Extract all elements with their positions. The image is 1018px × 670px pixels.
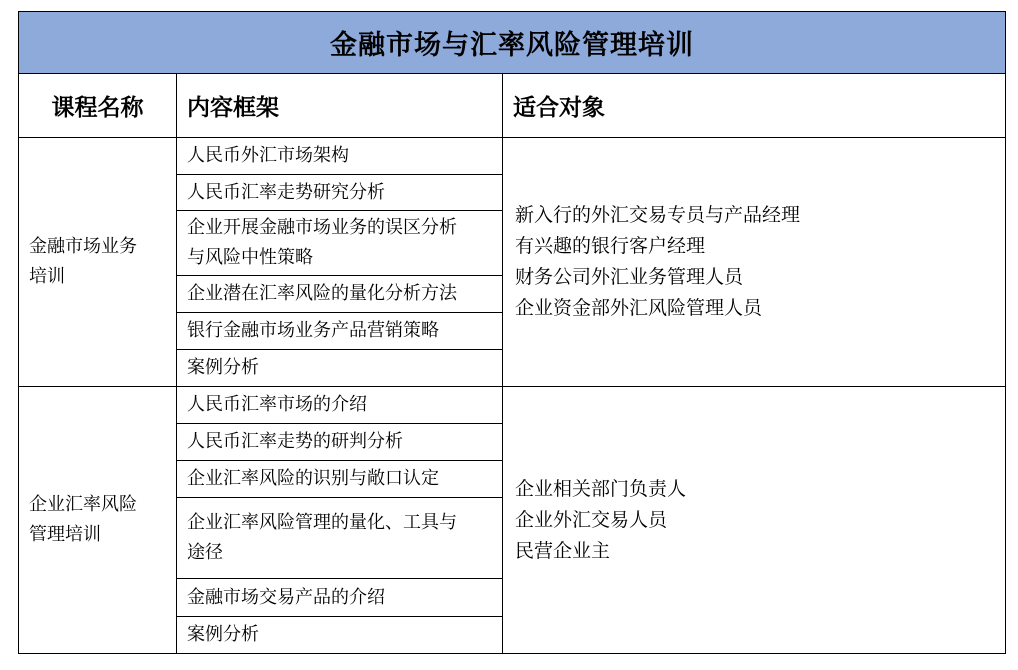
- course-name-1: [19, 137, 177, 386]
- course-name-2: [19, 387, 177, 654]
- audience-cell-1: [503, 137, 1006, 386]
- course-name-line: 金融市场业务: [29, 236, 137, 257]
- course-name-line: 管理培训: [29, 524, 101, 546]
- content-item: 企业汇率风险的识别与敞口认定: [177, 460, 503, 497]
- course-name-line: 企业汇率风险: [29, 494, 137, 516]
- header-content-framework: 内容框架: [177, 74, 503, 137]
- audience-item: 民营企业主: [515, 539, 611, 562]
- training-table: [18, 11, 1006, 654]
- content-item: 人民币汇率走势的研判分析: [177, 424, 503, 460]
- audience-item: 企业外汇交易人员: [515, 508, 668, 531]
- content-item: 金融市场交易产品的介绍: [177, 579, 503, 616]
- table-title: 金融市场与汇率风险管理培训: [19, 12, 1006, 74]
- audience-cell-2: [503, 387, 1006, 654]
- audience-item: 财务公司外汇业务管理人员: [515, 266, 744, 288]
- content-item: 人民币汇率走势研究分析: [177, 174, 503, 210]
- content-item: 案例分析: [177, 616, 503, 653]
- header-target-audience: 适合对象: [503, 74, 1006, 137]
- content-item: 银行金融市场业务产品营销策略: [177, 312, 503, 349]
- audience-item: 企业相关部门负责人: [515, 477, 687, 500]
- content-item: 企业开展金融市场业务的误区分析 与风险中性策略: [177, 211, 503, 275]
- content-item: 人民币汇率市场的介绍: [177, 387, 503, 424]
- content-item: 人民币外汇市场架构: [177, 137, 503, 174]
- header-course-name: 课程名称: [19, 74, 177, 137]
- content-item: 企业汇率风险管理的量化、工具与 途径: [177, 497, 503, 579]
- audience-item: 企业资金部外汇风险管理人员: [515, 297, 763, 319]
- audience-item: 有兴趣的银行客户经理: [515, 235, 706, 257]
- course-name-line: 培训: [29, 266, 65, 287]
- content-item: 企业潜在汇率风险的量化分析方法: [177, 275, 503, 312]
- content-item: 案例分析: [177, 350, 503, 387]
- audience-item: 新入行的外汇交易专员与产品经理: [515, 204, 801, 226]
